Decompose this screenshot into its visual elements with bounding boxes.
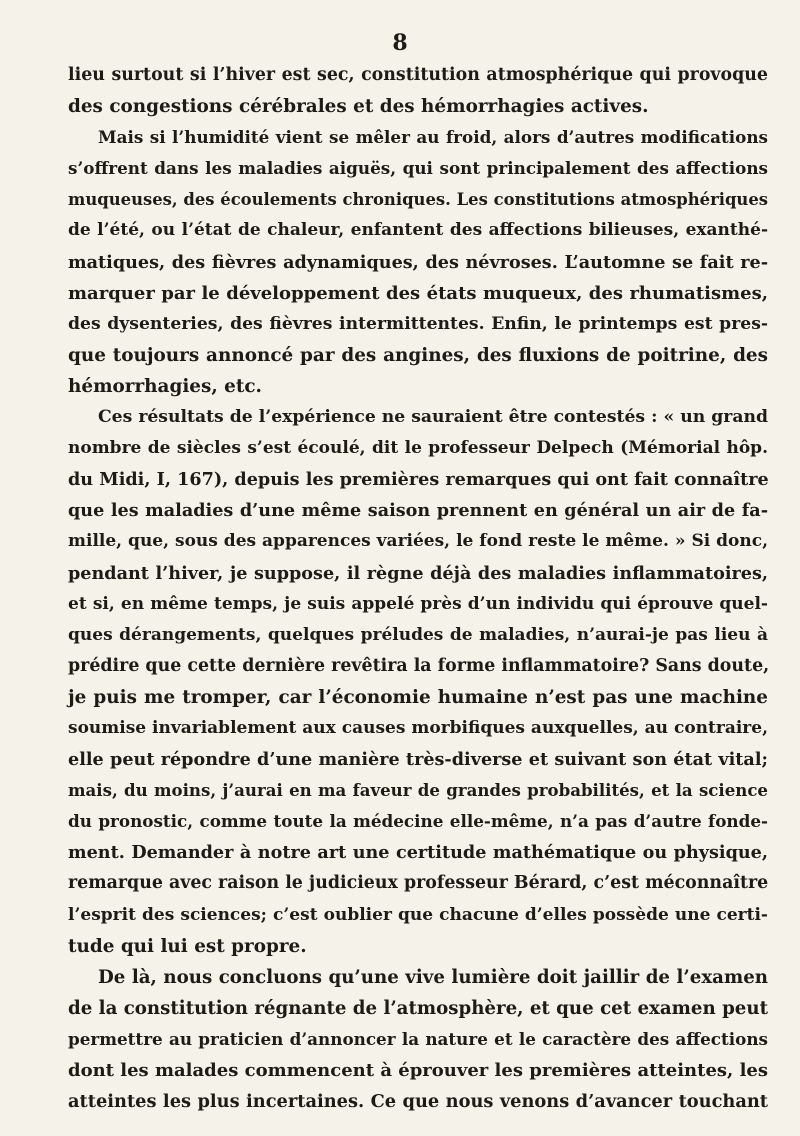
text-line: s’offrent dans les maladies aiguës, qui sont principalement des affections bbox=[68, 158, 768, 179]
text-line: que toujours annoncé par des angines, des fluxions de poitrine, des bbox=[68, 344, 768, 366]
text-line: soumise invariablement aux causes morbifiques auxquelles, au contraire, bbox=[68, 717, 768, 738]
text-line: elle peut répondre d’une manière très-diverse et suivant son état vital; bbox=[68, 749, 768, 771]
text-line: De là, nous concluons qu’une vive lumière doit jaillir de l’examen bbox=[98, 966, 768, 988]
text-line: du pronostic, comme toute la médecine elle-même, n’a pas d’autre fonde- bbox=[68, 811, 768, 832]
text-line: que les maladies d’une même saison prennent en général un air de fa- bbox=[68, 500, 768, 522]
text-line: ment. Demander à notre art une certitude mathématique ou physique, bbox=[68, 842, 768, 864]
text-line: atteintes les plus incertaines. Ce que nous venons d’avancer touchant bbox=[68, 1091, 768, 1113]
text-body bbox=[68, 60, 768, 1117]
text-line: de l’été, ou l’état de chaleur, enfantent des affections bilieuses, exanthé- bbox=[68, 220, 768, 241]
text-line: hémorrhagies, etc. bbox=[68, 375, 262, 397]
text-line: du Midi, I, 167), depuis les premières remarques qui ont fait connaître bbox=[68, 469, 769, 491]
text-line: tude qui lui est propre. bbox=[68, 935, 307, 957]
text-line: mille, que, sous des apparences variées, le fond reste le même. » Si donc, bbox=[68, 531, 768, 552]
text-line: prédire que cette dernière revêtira la forme inflammatoire? Sans doute, bbox=[68, 655, 770, 676]
text-line: des dysenteries, des fièvres intermittentes. Enfin, le printemps est pres- bbox=[68, 313, 768, 334]
text-line: remarque avec raison le judicieux professeur Bérard, c’est méconnaître bbox=[68, 873, 769, 894]
text-line: dont les malades commencent à éprouver les premières atteintes, les bbox=[68, 1060, 768, 1081]
text-line: permettre au praticien d’annoncer la nature et le caractère des affections bbox=[68, 1028, 768, 1049]
text-line: de la constitution régnante de l’atmosphère, et que cet examen peut bbox=[68, 997, 768, 1019]
text-line: des congestions cérébrales et des hémorrhagies actives. bbox=[68, 96, 649, 118]
text-line: ques dérangements, quelques préludes de maladies, n’aurai-je pas lieu à bbox=[68, 624, 768, 645]
text-line: pendant l’hiver, je suppose, il règne déjà des maladies inflammatoires, bbox=[68, 562, 768, 584]
text-line: Ces résultats de l’expérience ne sauraient être contestés : « un grand bbox=[98, 407, 768, 428]
text-line: marquer par le développement des états muqueux, des rhumatismes, bbox=[68, 282, 768, 304]
text-line: je puis me tromper, car l’économie humaine n’est pas une machine bbox=[68, 686, 768, 708]
text-line: et si, en même temps, je suis appelé près d’un individu qui éprouve quel- bbox=[68, 593, 768, 614]
text-line: mais, du moins, j’aurai en ma faveur de grandes probabilités, et la science bbox=[68, 780, 768, 801]
text-line: l’esprit des sciences; c’est oublier que chacune d’elles possède une certi- bbox=[68, 904, 768, 925]
text-line: matiques, des fièvres adynamiques, des névroses. L’automne se fait re- bbox=[68, 251, 768, 273]
text-line: Mais si l’humidité vient se mêler au froid, alors d’autres modifications bbox=[98, 127, 768, 148]
text-line: nombre de siècles s’est écoulé, dit le professeur Delpech (Mémorial hôp. bbox=[68, 438, 768, 459]
page-number: 8 bbox=[392, 30, 408, 56]
text-line: lieu surtout si l’hiver est sec, constitution atmosphérique qui provoque bbox=[68, 65, 768, 85]
text-line: muqueuses, des écoulements chroniques. Les constitutions atmosphériques bbox=[68, 190, 768, 210]
